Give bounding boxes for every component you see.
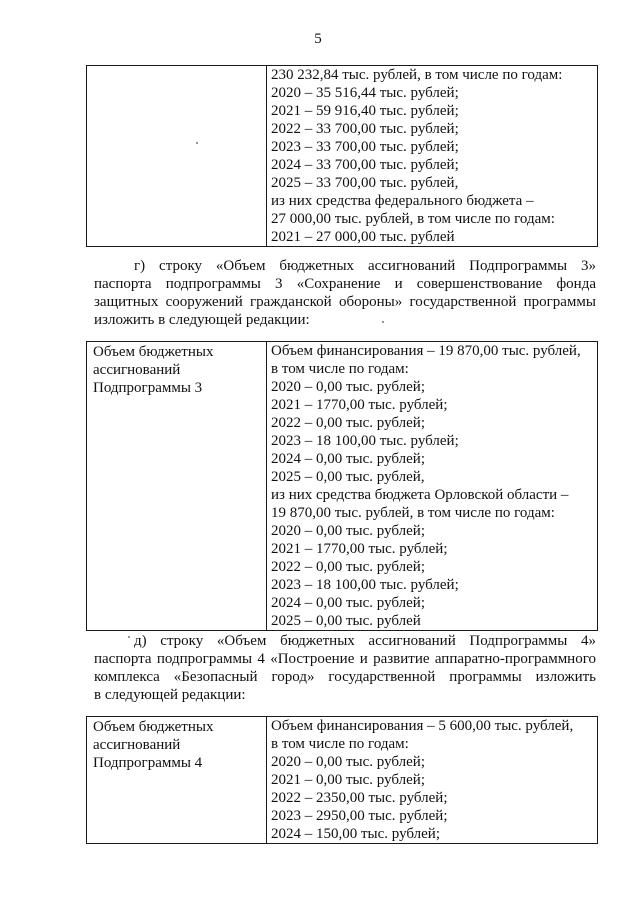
value-line: 2025 – 33 700,00 тыс. рублей, — [271, 175, 459, 191]
value-line: 2024 – 0,00 тыс. рублей; — [271, 595, 425, 611]
label-line: Подпрограммы 3 — [93, 380, 203, 396]
value-line: 2020 – 0,00 тыс. рублей; — [271, 754, 425, 770]
value-line: 2021 – 0,00 тыс. рублей; — [271, 772, 425, 788]
paragraph-line: г) строку «Объем бюджетных ассигнований Подпрограммы 3» — [134, 258, 596, 274]
value-line: 2022 – 2350,00 тыс. рублей; — [271, 790, 448, 806]
value-line: в том числе по годам: — [271, 361, 409, 377]
paragraph-d — [94, 632, 596, 704]
value-line: Объем финансирования – 5 600,00 тыс. рублей, — [271, 718, 574, 734]
value-line: 2020 – 0,00 тыс. рублей; — [271, 523, 425, 539]
paragraph-line: комплекса «Безопасный город» государственной программы изложить — [94, 669, 596, 685]
value-line: 2020 – 35 516,44 тыс. рублей; — [271, 85, 459, 101]
paragraph-line: д) строку «Объем бюджетных ассигнований Подпрограммы 4» — [134, 633, 596, 649]
value-line: 2021 – 1770,00 тыс. рублей; — [271, 541, 448, 557]
scan-speck — [128, 636, 130, 638]
value-line: в том числе по годам: — [271, 736, 409, 752]
value-line: 2023 – 18 100,00 тыс. рублей; — [271, 577, 459, 593]
value-line: 27 000,00 тыс. рублей, в том числе по годам: — [271, 211, 555, 227]
paragraph-line: изложить в следующей редакции: — [94, 312, 310, 328]
value-line: 2023 – 33 700,00 тыс. рублей; — [271, 139, 459, 155]
table-row — [87, 342, 598, 631]
table-label-cell — [87, 66, 267, 247]
value-line: 2024 – 150,00 тыс. рублей; — [271, 826, 440, 842]
value-line: 2021 – 27 000,00 тыс. рублей — [271, 229, 455, 245]
value-line: 19 870,00 тыс. рублей, в том числе по годам: — [271, 505, 555, 521]
table-value-cell — [267, 342, 598, 631]
paragraph-line: паспорта подпрограммы 3 «Сохранение и совершенствование фонда — [94, 276, 596, 292]
value-line: 2022 – 0,00 тыс. рублей; — [271, 415, 425, 431]
value-line: 2025 – 0,00 тыс. рублей — [271, 613, 421, 629]
scan-speck — [382, 321, 384, 323]
label-line: Объем бюджетных — [93, 344, 214, 360]
table-value-cell — [267, 717, 598, 844]
budget-table-subprogram-4 — [86, 716, 598, 844]
paragraph-line: в следующей редакции: — [94, 687, 246, 703]
value-line: 2023 – 2950,00 тыс. рублей; — [271, 808, 448, 824]
paragraph-line: паспорта подпрограммы 4 «Построение и развитие аппаратно-программного — [94, 651, 596, 667]
scan-speck — [196, 142, 198, 144]
value-line: 2021 – 59 916,40 тыс. рублей; — [271, 103, 459, 119]
value-line: Объем финансирования – 19 870,00 тыс. рублей, — [271, 343, 581, 359]
value-line: 2023 – 18 100,00 тыс. рублей; — [271, 433, 459, 449]
value-line: из них средства федерального бюджета – — [271, 193, 534, 209]
paragraph-line: защитных сооружений гражданской обороны» государственной программы — [94, 294, 596, 310]
value-line: 2025 – 0,00 тыс. рублей, — [271, 469, 425, 485]
table-label-cell — [87, 342, 267, 631]
paragraph-g — [94, 257, 596, 329]
value-line: из них средства бюджета Орловской области – — [271, 487, 569, 503]
table-label-cell — [87, 717, 267, 844]
value-line: 2021 – 1770,00 тыс. рублей; — [271, 397, 448, 413]
label-line: Подпрограммы 4 — [93, 755, 203, 771]
budget-table-continued — [86, 65, 598, 247]
value-line: 2022 – 33 700,00 тыс. рублей; — [271, 121, 459, 137]
value-line: 2024 – 0,00 тыс. рублей; — [271, 451, 425, 467]
value-line: 2020 – 0,00 тыс. рублей; — [271, 379, 425, 395]
label-line: Объем бюджетных — [93, 719, 214, 735]
label-line: ассигнований — [93, 737, 181, 753]
table-row — [87, 66, 598, 247]
value-line: 2022 – 0,00 тыс. рублей; — [271, 559, 425, 575]
budget-table-subprogram-3 — [86, 341, 598, 631]
value-line: 2024 – 33 700,00 тыс. рублей; — [271, 157, 459, 173]
label-line: ассигнований — [93, 362, 181, 378]
value-line: 230 232,84 тыс. рублей, в том числе по годам: — [271, 67, 563, 83]
page-number: 5 — [314, 31, 322, 47]
table-row — [87, 717, 598, 844]
table-value-cell — [267, 66, 598, 247]
